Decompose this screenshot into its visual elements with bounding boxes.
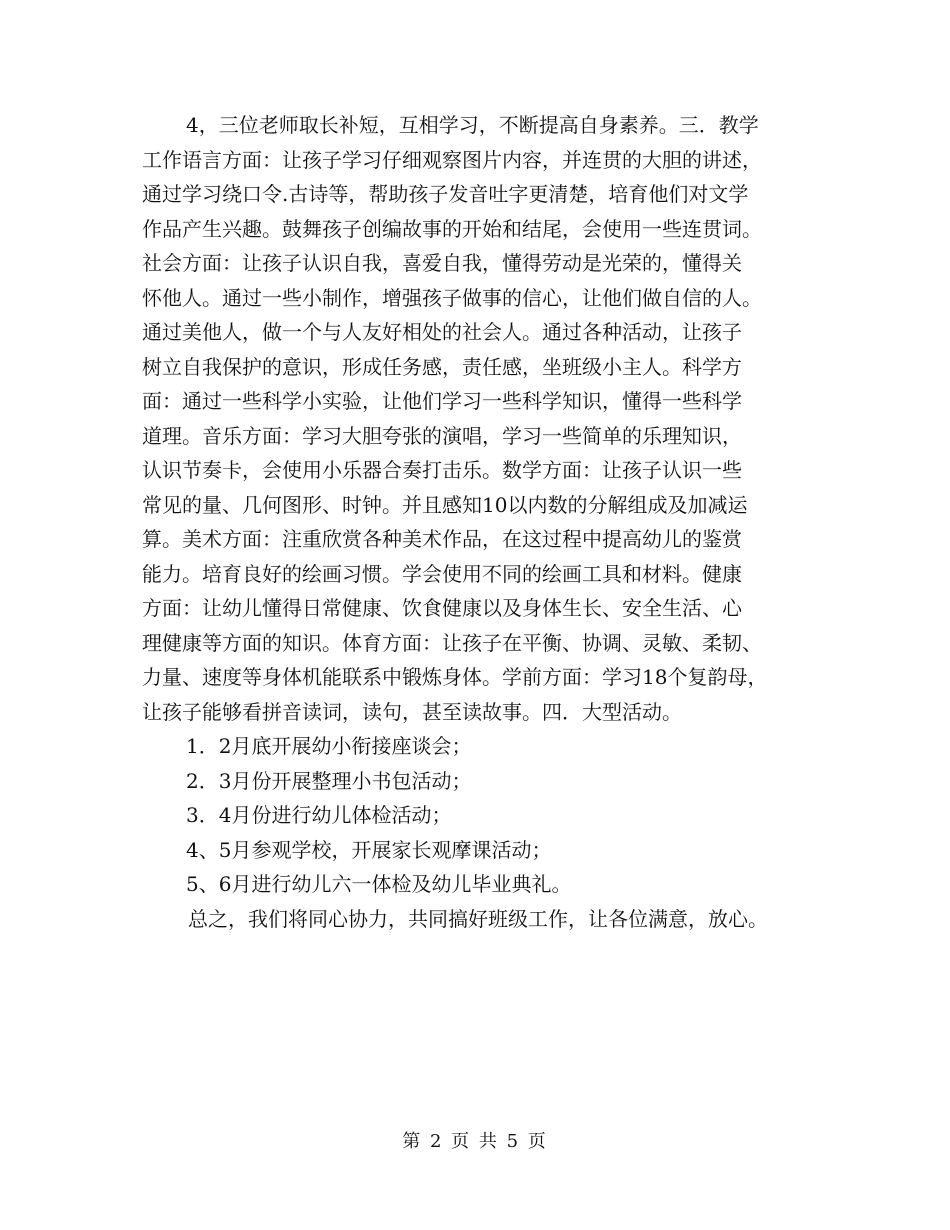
- activity-list-item: 5、6月进行幼儿六一体检及幼儿毕业典礼。: [186, 872, 572, 896]
- paragraph-line: 怀他人。通过一些小制作，增强孩子做事的信心，让他们做自信的人。: [142, 285, 762, 310]
- paragraph-line: 社会方面：让孩子认识自我，喜爱自我，懂得劳动是光荣的，懂得关: [142, 251, 742, 275]
- paragraph-line: 作品产生兴趣。鼓舞孩子创编故事的开始和结尾，会使用一些连贯词。: [142, 216, 762, 241]
- paragraph-line: 理健康等方面的知识。体育方面：让孩子在平衡、协调、灵敏、柔韧、: [142, 630, 762, 655]
- body-text: [142, 108, 822, 936]
- paragraph-line: 算。美术方面：注重欣赏各种美术作品，在这过程中提高幼儿的鉴赏: [142, 527, 742, 551]
- paragraph-line: 通过学习绕口令.古诗等，帮助孩子发音吐字更清楚，培育他们对文学: [142, 182, 749, 206]
- activity-list-item: 2．3月份开展整理小书包活动；: [186, 768, 472, 793]
- paragraph-line: 让孩子能够看拼音读词，读句，甚至读故事。四．大型活动。: [142, 699, 682, 724]
- paragraph-line: 4，三位老师取长补短，互相学习，不断提高自身素养。三．教学: [186, 113, 759, 137]
- summary-line: 总之，我们将同心协力，共同搞好班级工作，让各位满意，放心。: [188, 906, 768, 931]
- activity-list-item: 4、5月参观学校，开展家长观摩课活动；: [186, 837, 552, 862]
- page-number-footer: 第 2 页 共 5 页: [402, 1131, 548, 1152]
- paragraph-line: 面：通过一些科学小实验，让他们学习一些科学知识，懂得一些科学: [142, 389, 742, 413]
- paragraph-line: 力量、速度等身体机能联系中锻炼身体。学前方面：学习18个复韵母，: [142, 665, 768, 689]
- paragraph-line: 工作语言方面：让孩子学习仔细观察图片内容，并连贯的大胆的讲述，: [142, 147, 762, 172]
- activity-list-item: 3．4月份进行幼儿体检活动；: [186, 803, 452, 827]
- paragraph-line: 道理。音乐方面：学习大胆夸张的演唱，学习一些简单的乐理知识，: [142, 423, 742, 448]
- paragraph-line: 通过美他人，做一个与人友好相处的社会人。通过各种活动，让孩子: [142, 320, 742, 344]
- activity-list-item: 1．2月底开展幼小衔接座谈会；: [186, 734, 472, 758]
- paragraph-line: 认识节奏卡，会使用小乐器合奏打击乐。数学方面：让孩子认识一些: [142, 458, 742, 482]
- paragraph-line: 能力。培育良好的绘画习惯。学会使用不同的绘画工具和材料。健康: [142, 561, 742, 586]
- paragraph-line: 方面：让幼儿懂得日常健康、饮食健康以及身体生长、安全生活、心: [142, 596, 742, 620]
- paragraph-line: 常见的量、几何图形、时钟。并且感知10以内数的分解组成及加减运: [142, 492, 748, 517]
- paragraph-line: 树立自我保护的意识，形成任务感，责任感，坐班级小主人。科学方: [142, 354, 742, 379]
